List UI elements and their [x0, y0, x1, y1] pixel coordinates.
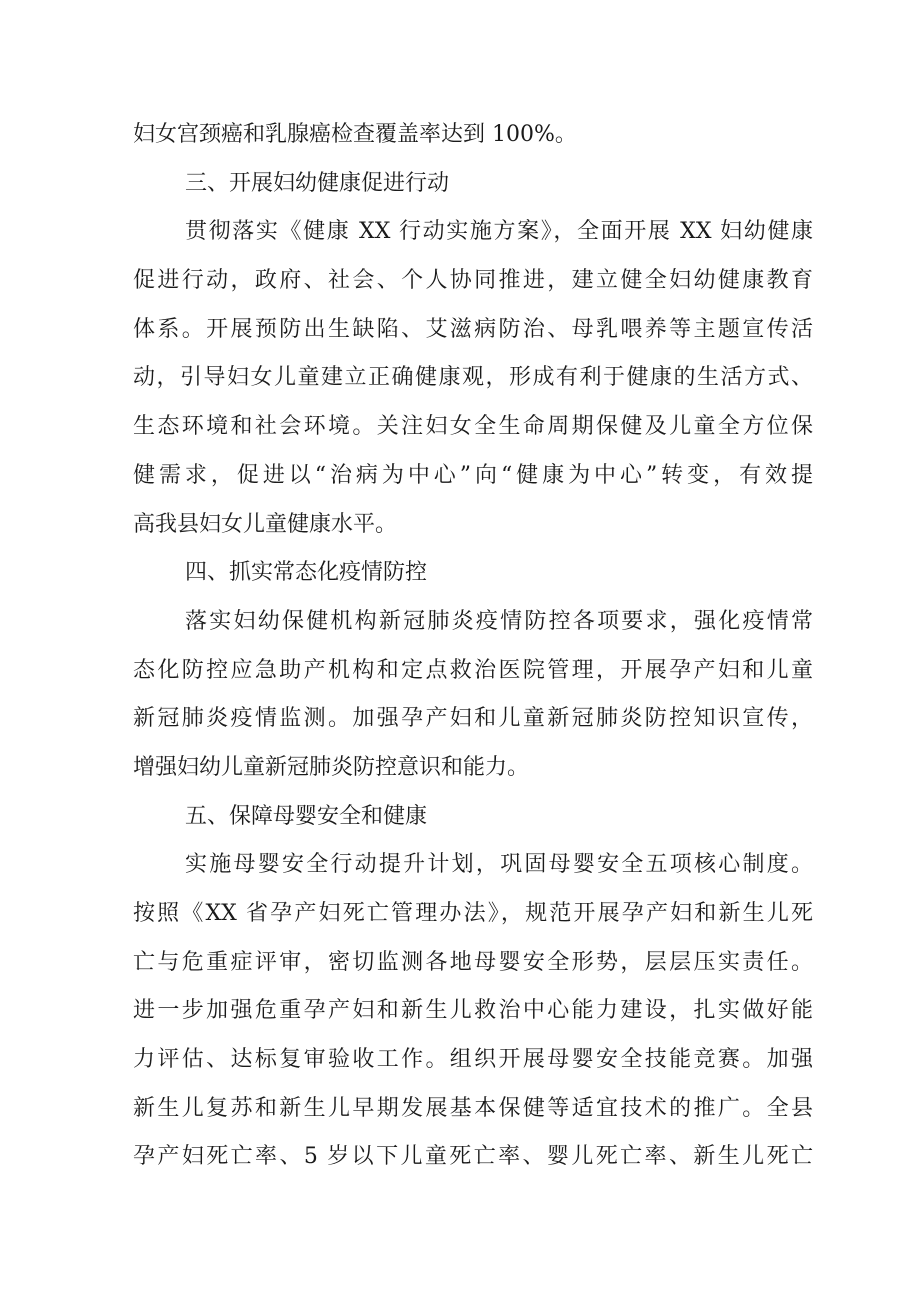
- section-heading: 三、开展妇幼健康促进行动: [185, 170, 450, 196]
- paragraph-line: 新生儿复苏和新生儿早期发展基本保健等适宜技术的推广。全县: [133, 1095, 813, 1121]
- paragraph-line: 动，引导妇女儿童建立正确健康观，形成有利于健康的生活方式、: [133, 365, 813, 391]
- paragraph-line: 促进行动，政府、社会、个人协同推进，建立健全妇幼健康教育: [133, 268, 813, 294]
- paragraph-line: 孕产妇死亡率、5 岁以下儿童死亡率、婴儿死亡率、新生儿死亡: [133, 1144, 813, 1170]
- section-heading: 四、抓实常态化疫情防控: [185, 560, 428, 586]
- paragraph-line: 亡与危重症评审，密切监测各地母婴安全形势，层层压实责任。: [133, 949, 813, 975]
- paragraph-line: 落实妇幼保健机构新冠肺炎疫情防控各项要求，强化疫情常: [185, 608, 813, 634]
- section-heading: 五、保障母婴安全和健康: [185, 803, 428, 829]
- paragraph-line: 贯彻落实《健康 XX 行动实施方案》，全面开展 XX 妇幼健康: [185, 219, 813, 245]
- paragraph-line: 增强妇幼儿童新冠肺炎防控意识和能力。: [133, 754, 530, 780]
- paragraph-line: 健需求，促进以“治病为中心”向“健康为中心”转变，有效提: [133, 462, 813, 488]
- paragraph-line: 进一步加强危重孕产妇和新生儿救治中心能力建设，扎实做好能: [133, 998, 813, 1024]
- paragraph-line: 实施母婴安全行动提升计划，巩固母婴安全五项核心制度。: [185, 852, 813, 878]
- document-body: [133, 111, 813, 1182]
- paragraph-line: 体系。开展预防出生缺陷、艾滋病防治、母乳喂养等主题宣传活: [133, 316, 813, 342]
- paragraph-line: 妇女宫颈癌和乳腺癌检查覆盖率达到 100%。: [133, 122, 577, 147]
- paragraph-line: 生态环境和社会环境。关注妇女全生命周期保健及儿童全方位保: [133, 414, 813, 440]
- paragraph-line: 态化防控应急助产机构和定点救治医院管理，开展孕产妇和儿童: [133, 657, 813, 683]
- paragraph-line: 按照《XX 省孕产妇死亡管理办法》，规范开展孕产妇和新生儿死: [133, 901, 813, 926]
- paragraph-line: 高我县妇女儿童健康水平。: [133, 511, 398, 537]
- paragraph-line: 力评估、达标复审验收工作。组织开展母婴安全技能竞赛。加强: [133, 1047, 813, 1073]
- paragraph-line: 新冠肺炎疫情监测。加强孕产妇和儿童新冠肺炎防控知识宣传，: [133, 706, 813, 732]
